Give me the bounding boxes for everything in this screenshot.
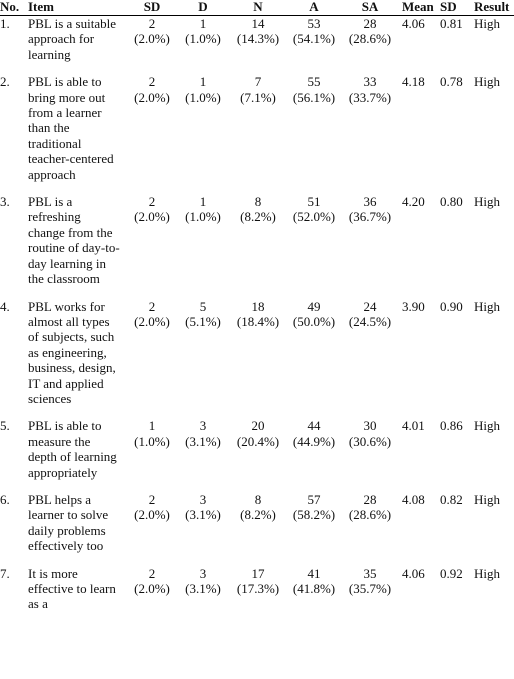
response-count: 1 — [199, 74, 207, 90]
header-std-dev: SD — [440, 0, 457, 14]
row-number-text: 7. — [0, 565, 10, 581]
item-statement-text: PBL is able to bring more out from a learner than the traditional teacher-centered approach — [28, 74, 114, 182]
mean-cell — [398, 418, 436, 492]
std-dev-cell — [436, 299, 470, 419]
response-sa-cell — [342, 566, 398, 624]
result-cell — [470, 566, 514, 624]
std-dev-value: 0.92 — [440, 565, 463, 581]
std-dev-cell — [436, 492, 470, 566]
response-n-cell — [230, 566, 286, 624]
response-a-cell — [286, 418, 342, 492]
std-dev-value: 0.80 — [440, 194, 463, 210]
response-sd-cell — [128, 16, 176, 75]
table-row — [0, 492, 514, 566]
row-number — [0, 492, 22, 566]
table-row — [0, 418, 514, 492]
std-dev-value: 0.78 — [440, 74, 463, 90]
response-percent: (17.3%) — [236, 581, 280, 596]
response-count: 8 — [254, 491, 262, 507]
result-cell — [470, 194, 514, 298]
response-count: 3 — [199, 565, 207, 581]
mean-value: 4.18 — [402, 74, 425, 90]
item-statement — [22, 74, 128, 194]
response-count: 18 — [251, 298, 265, 314]
response-percent: (58.2%) — [292, 507, 336, 523]
response-percent: (2.0%) — [134, 209, 170, 225]
response-count: 1 — [199, 16, 207, 31]
item-statement — [22, 194, 128, 298]
response-a-cell — [286, 194, 342, 298]
header-disagree: D — [198, 0, 208, 14]
result-value: High — [474, 16, 500, 31]
table-row — [0, 16, 514, 75]
table-row — [0, 194, 514, 298]
response-n-cell — [230, 194, 286, 298]
mean-cell — [398, 16, 436, 75]
table-row — [0, 566, 514, 624]
response-count: 35 — [363, 565, 377, 581]
response-count: 55 — [307, 74, 321, 90]
header-strongly-disagree: SD — [143, 0, 161, 14]
response-count: 33 — [363, 74, 377, 90]
result-cell — [470, 16, 514, 75]
response-percent: (2.0%) — [134, 89, 170, 105]
item-statement — [22, 418, 128, 492]
row-number — [0, 299, 22, 419]
mean-cell — [398, 299, 436, 419]
row-number — [0, 74, 22, 194]
response-percent: (14.3%) — [236, 31, 280, 47]
response-count: 3 — [199, 418, 207, 434]
response-n-cell — [230, 418, 286, 492]
item-statement — [22, 16, 128, 75]
response-a-cell — [286, 492, 342, 566]
response-percent: (20.4%) — [236, 433, 280, 449]
result-cell — [470, 74, 514, 194]
mean-cell — [398, 74, 436, 194]
response-percent: (2.0%) — [134, 581, 170, 596]
response-sa-cell — [342, 492, 398, 566]
std-dev-cell — [436, 16, 470, 75]
response-n-cell — [230, 16, 286, 75]
item-statement — [22, 299, 128, 419]
response-percent: (35.7%) — [348, 581, 392, 596]
header-strongly-agree: SA — [361, 0, 379, 14]
item-statement — [22, 566, 128, 624]
response-percent: (1.0%) — [185, 89, 221, 105]
response-percent: (28.6%) — [348, 507, 392, 523]
row-number-text: 2. — [0, 74, 10, 90]
response-d-cell — [176, 566, 230, 624]
response-percent: (7.1%) — [240, 89, 276, 105]
response-count: 53 — [307, 16, 321, 31]
row-number-text: 6. — [0, 491, 10, 507]
response-percent: (2.0%) — [134, 31, 170, 47]
header-item: Item — [28, 0, 54, 14]
response-percent: (8.2%) — [240, 507, 276, 523]
std-dev-cell — [436, 566, 470, 624]
mean-value: 4.06 — [402, 565, 425, 581]
response-count: 2 — [148, 491, 156, 507]
header-mean: Mean — [402, 0, 434, 14]
result-value: High — [474, 491, 500, 507]
response-count: 49 — [307, 298, 321, 314]
mean-value: 4.06 — [402, 16, 425, 31]
response-count: 7 — [254, 74, 262, 90]
response-percent: (2.0%) — [134, 507, 170, 523]
response-count: 24 — [363, 298, 377, 314]
header-no: No. — [0, 0, 20, 14]
response-percent: (30.6%) — [348, 433, 392, 449]
response-d-cell — [176, 194, 230, 298]
result-value: High — [474, 418, 500, 434]
item-statement-text: PBL is a refreshing change from the routine of day-to-day learning in the classroom — [28, 194, 120, 287]
header-neutral: N — [253, 0, 263, 14]
response-count: 44 — [307, 418, 321, 434]
response-count: 14 — [251, 16, 265, 31]
response-count: 17 — [251, 565, 265, 581]
response-count: 51 — [307, 194, 321, 210]
response-count: 2 — [148, 565, 156, 581]
mean-cell — [398, 194, 436, 298]
row-number-text: 4. — [0, 298, 10, 314]
response-percent: (1.0%) — [134, 433, 170, 449]
mean-value: 4.20 — [402, 194, 425, 210]
response-percent: (36.7%) — [348, 209, 392, 225]
item-statement-text: PBL is able to measure the depth of learning appropriately — [28, 418, 117, 480]
item-statement-text: It is more effective to learn as a — [28, 565, 116, 612]
response-sa-cell — [342, 418, 398, 492]
row-number — [0, 16, 22, 75]
header-result: Result — [474, 0, 510, 14]
response-count: 3 — [199, 491, 207, 507]
response-count: 2 — [148, 298, 156, 314]
response-percent: (8.2%) — [240, 209, 276, 225]
response-percent: (44.9%) — [292, 433, 336, 449]
std-dev-cell — [436, 194, 470, 298]
std-dev-cell — [436, 74, 470, 194]
response-sd-cell — [128, 566, 176, 624]
response-percent: (2.0%) — [134, 313, 170, 329]
result-value: High — [474, 298, 500, 314]
response-percent: (24.5%) — [348, 313, 392, 329]
response-a-cell — [286, 299, 342, 419]
response-n-cell — [230, 492, 286, 566]
response-d-cell — [176, 492, 230, 566]
table-row — [0, 74, 514, 194]
response-count: 1 — [199, 194, 207, 210]
response-sd-cell — [128, 74, 176, 194]
response-count: 28 — [363, 491, 377, 507]
response-a-cell — [286, 16, 342, 75]
response-count: 36 — [363, 194, 377, 210]
response-sd-cell — [128, 492, 176, 566]
row-number-text: 1. — [0, 16, 10, 31]
item-statement-text: PBL works for almost all types of subjects, such as engineering, business, design, IT and applied sciences — [28, 298, 116, 406]
response-percent: (28.6%) — [348, 31, 392, 47]
result-value: High — [474, 565, 500, 581]
response-sa-cell — [342, 299, 398, 419]
row-number-text: 5. — [0, 418, 10, 434]
response-d-cell — [176, 16, 230, 75]
response-percent: (3.1%) — [185, 581, 221, 596]
mean-value: 4.08 — [402, 491, 425, 507]
std-dev-value: 0.86 — [440, 418, 463, 434]
response-count: 8 — [254, 194, 262, 210]
table-header-row — [0, 0, 514, 16]
response-count: 57 — [307, 491, 321, 507]
response-sa-cell — [342, 194, 398, 298]
response-sd-cell — [128, 194, 176, 298]
response-count: 20 — [251, 418, 265, 434]
std-dev-value: 0.81 — [440, 16, 463, 31]
response-percent: (5.1%) — [185, 313, 221, 329]
response-sa-cell — [342, 16, 398, 75]
std-dev-value: 0.90 — [440, 298, 463, 314]
response-count: 28 — [363, 16, 377, 31]
mean-value: 3.90 — [402, 298, 425, 314]
response-sa-cell — [342, 74, 398, 194]
response-sd-cell — [128, 299, 176, 419]
response-percent: (3.1%) — [185, 433, 221, 449]
std-dev-cell — [436, 418, 470, 492]
response-count: 2 — [148, 16, 156, 31]
mean-cell — [398, 566, 436, 624]
mean-cell — [398, 492, 436, 566]
result-cell — [470, 418, 514, 492]
response-percent: (33.7%) — [348, 89, 392, 105]
table-body — [0, 16, 514, 624]
response-a-cell — [286, 74, 342, 194]
response-count: 2 — [148, 194, 156, 210]
response-percent: (1.0%) — [185, 31, 221, 47]
row-number-text: 3. — [0, 194, 10, 210]
response-count: 1 — [148, 418, 156, 434]
response-percent: (1.0%) — [185, 209, 221, 225]
response-n-cell — [230, 74, 286, 194]
response-d-cell — [176, 299, 230, 419]
response-count: 2 — [148, 74, 156, 90]
response-d-cell — [176, 418, 230, 492]
result-value: High — [474, 74, 500, 90]
row-number — [0, 194, 22, 298]
table-row — [0, 299, 514, 419]
response-percent: (56.1%) — [292, 89, 336, 105]
response-a-cell — [286, 566, 342, 624]
header-agree: A — [309, 0, 319, 14]
item-statement-text: PBL is a suitable approach for learning — [28, 16, 116, 62]
result-value: High — [474, 194, 500, 210]
row-number — [0, 418, 22, 492]
response-count: 5 — [199, 298, 207, 314]
response-percent: (41.8%) — [292, 581, 336, 596]
item-statement-text: PBL helps a learner to solve daily problems effectively too — [28, 491, 109, 554]
mean-value: 4.01 — [402, 418, 425, 434]
response-count: 30 — [363, 418, 377, 434]
std-dev-value: 0.82 — [440, 491, 463, 507]
row-number — [0, 566, 22, 624]
response-d-cell — [176, 74, 230, 194]
response-percent: (54.1%) — [292, 31, 336, 47]
response-percent: (50.0%) — [292, 313, 336, 329]
response-count: 41 — [307, 565, 321, 581]
response-sd-cell — [128, 418, 176, 492]
response-percent: (18.4%) — [236, 313, 280, 329]
response-percent: (3.1%) — [185, 507, 221, 523]
result-cell — [470, 299, 514, 419]
response-n-cell — [230, 299, 286, 419]
result-cell — [470, 492, 514, 566]
item-statement — [22, 492, 128, 566]
response-percent: (52.0%) — [292, 209, 336, 225]
